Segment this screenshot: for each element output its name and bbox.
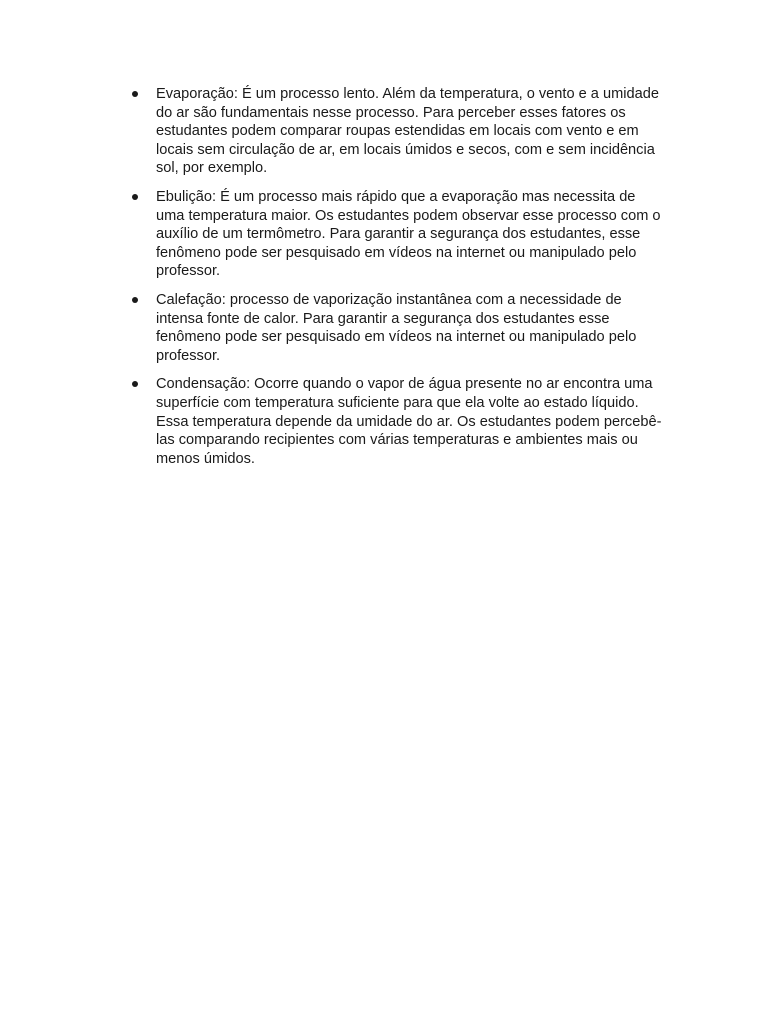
list-item-text: Calefação: processo de vaporização instantânea com a necessidade de intensa fonte de calor. Para garantir a segurança dos estudantes esse fenômeno pode ser pesquisado em vídeos na internet ou manipulado pelo professor. [156, 291, 637, 364]
bullet-dot-icon [132, 381, 138, 387]
list-item-text: Evaporação: É um processo lento. Além da temperatura, o vento e a umidade do ar são fundamentais nesse processo. Para perceber esses fatores os estudantes podem comparar roupas estendidas em locais com vento e em locais sem circulação de ar, em locais úmidos e secos, com e sem incidência sol, por exemplo. [156, 86, 659, 177]
list-item-text: Ebulição: É um processo mais rápido que a evaporação mas necessita de uma temperatura maior. Os estudantes podem observar esse processo com o auxílio de um termômetro. Para garantir a segurança dos estudantes, esse fenômeno pode ser pesquisado em vídeos na internet ou manipulado pelo professor. [156, 188, 661, 280]
list-item-text: Condensação: Ocorre quando o vapor de água presente no ar encontra uma superfície com temperatura suficiente para que ela volte ao estado líquido. Essa temperatura depende da umidade do ar. Os estudantes podem percebê-las comparando recipientes com várias temperaturas e ambientes mais ou menos úmidos. [156, 376, 662, 467]
bullet-dot-icon [132, 297, 138, 303]
bullet-dot-icon [132, 194, 138, 200]
list-item-evaporacao [132, 85, 662, 178]
list-item-calefacao [132, 291, 662, 365]
bullet-list [132, 85, 662, 478]
list-item-ebulicao [132, 188, 662, 281]
bullet-dot-icon [132, 91, 138, 97]
list-item-condensacao [132, 375, 662, 468]
